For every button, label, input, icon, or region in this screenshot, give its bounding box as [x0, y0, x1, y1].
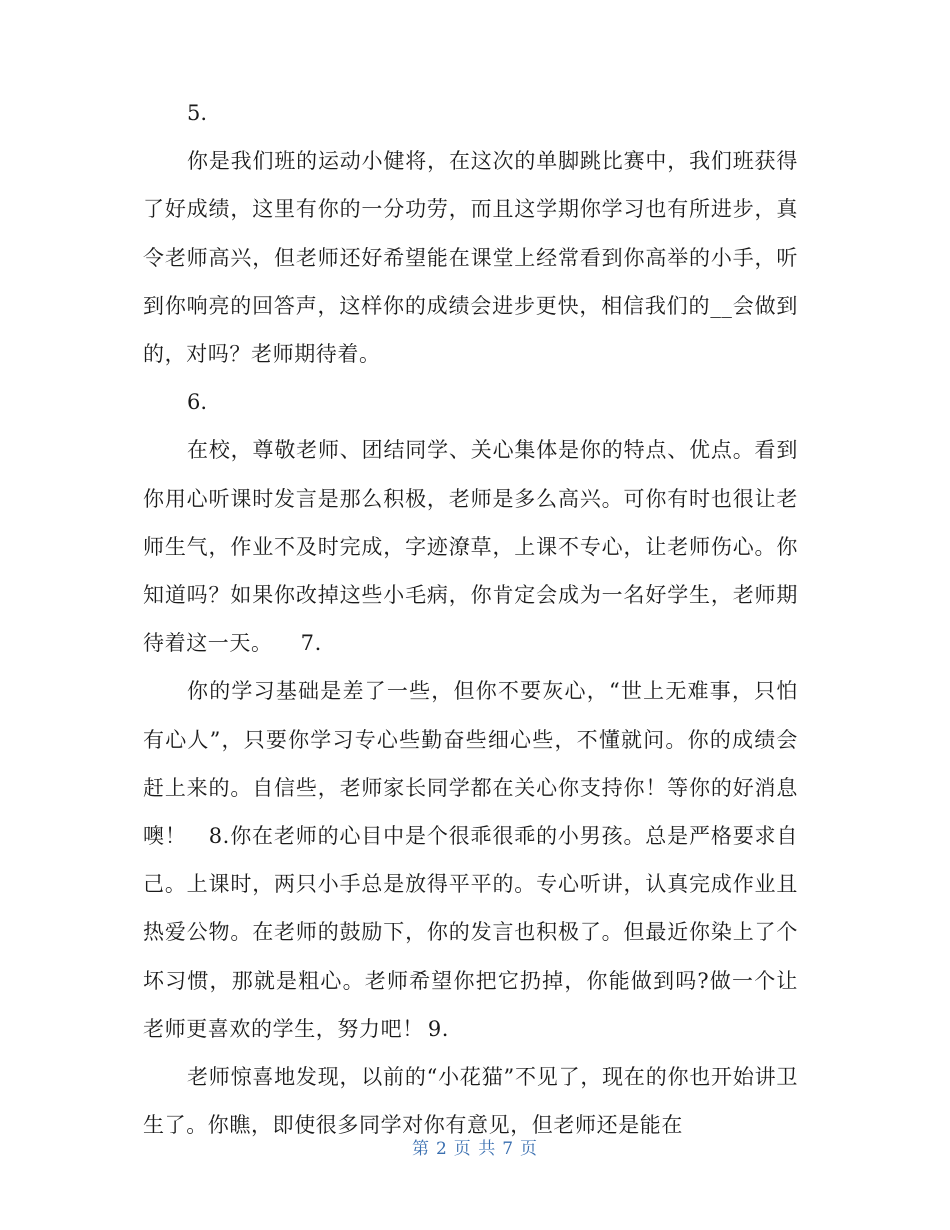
- document-body: [143, 89, 798, 1149]
- footer-current-page: 2: [435, 1139, 448, 1159]
- footer-suffix: 页: [520, 1139, 539, 1159]
- item-number: 7.: [300, 631, 322, 656]
- footer-middle: 页 共: [453, 1139, 497, 1159]
- item-number: 9.: [427, 1016, 450, 1041]
- paragraph-text: 你在老师的心目中是个很乖很乖的小男孩。总是严格要求自己。上课时，两只小手总是放得平平的。专心听讲，认真完成作业且热爱公物。在老师的鼓励下，你的发言也积极了。但最近你染上了个坏习惯，那就是粗心。老师希望你把它扔掉，你能做到吗?做一个让老师更喜欢的学生，努力吧！: [143, 824, 798, 1041]
- paragraph-text: 你的学习基础是差了一些，但你不要灰心，“世上无难事，只怕有心人”，只要你学习专心些勤奋些细心些，不懂就问。你的成绩会赶上来的。自信些，老师家长同学都在关心你支持你！等你的好消息噢！: [143, 679, 798, 849]
- item-number: 5.: [187, 101, 208, 125]
- comment-paragraph: 老师惊喜地发现，以前的“小花猫”不见了，现在的你也开始讲卫生了。你瞧，即使很多同学对你有意见，但老师还是能在: [143, 1065, 798, 1138]
- footer-prefix: 第: [411, 1139, 430, 1159]
- item-number: 6.: [187, 390, 208, 415]
- comment-paragraph: 你是我们班的运动小健将，在这次的单脚跳比赛中，我们班获得了好成绩，这里有你的一分功劳，而且这学期你学习也有所进步，真令老师高兴，但老师还好希望能在课堂上经常看到你高举的小手，听到你响亮的回答声，这样你的成绩会进步更快，相信我们的__会做到的，对吗？老师期待着。: [143, 149, 798, 367]
- item-number: 8.: [208, 824, 230, 849]
- comment-paragraph: [143, 667, 798, 1053]
- comment-paragraph: [143, 426, 798, 667]
- page-footer: [0, 1134, 950, 1159]
- footer-total-pages: 7: [502, 1139, 515, 1159]
- paragraph-text: 在校，尊敬老师、团结同学、关心集体是你的特点、优点。看到你用心听课时发言是那么积极，老师是多么高兴。可你有时也很让老师生气，作业不及时完成，字迹潦草，上课不专心，让老师伤心。你知道吗？如果你改掉这些小毛病，你肯定会成为一名好学生，老师期待着这一天。: [143, 438, 798, 656]
